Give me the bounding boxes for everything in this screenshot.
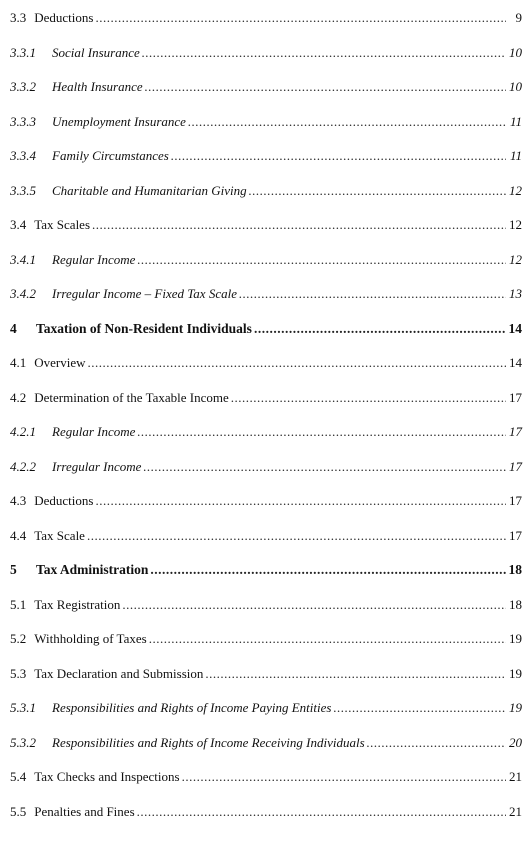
- dot-leader: [188, 112, 506, 132]
- toc-entry[interactable]: [10, 457, 522, 477]
- toc-entry-number: 5.5: [10, 803, 27, 819]
- toc-entry-page-number: 12: [509, 182, 522, 198]
- toc-entry-page-number: 19: [509, 631, 522, 646]
- toc-entry-page-number: 12: [509, 217, 522, 232]
- toc-entry-number: 5.3.1: [10, 700, 36, 715]
- dot-leader: [137, 250, 506, 270]
- toc-entry[interactable]: [10, 664, 522, 684]
- toc-entry-page-number: 17: [509, 527, 522, 543]
- dot-leader: [367, 733, 506, 753]
- toc-entry-page-number: 14: [509, 355, 522, 370]
- toc-entry-title: Responsibilities and Rights of Income Receiving Individuals: [52, 734, 365, 750]
- dot-leader: [171, 146, 506, 166]
- toc-entry-page-number: 17: [509, 493, 522, 508]
- toc-entry-page-number: 18: [508, 562, 522, 577]
- toc-entry-number: 5: [10, 562, 17, 577]
- toc-entry-title: Regular Income: [52, 251, 136, 267]
- toc-entry-title: Tax Declaration and Submission: [34, 665, 204, 681]
- dot-leader: [145, 77, 506, 97]
- toc-entry-page-number: 11: [509, 113, 522, 129]
- toc-entry-title: Charitable and Humanitarian Giving: [52, 182, 247, 198]
- dot-leader: [88, 353, 506, 373]
- toc-entry-number: 5.3: [10, 665, 27, 681]
- toc-entry-title: Overview: [34, 355, 86, 370]
- toc-entry-number: 3.3: [10, 10, 27, 25]
- toc-entry-page-number: 21: [509, 803, 522, 819]
- toc-entry-number: 3.3.3: [10, 113, 36, 129]
- toc-entry-page-number: 20: [509, 734, 522, 750]
- dot-leader: [254, 319, 506, 339]
- toc-entry-title: Tax Administration: [36, 562, 149, 577]
- toc-entry-title: Deductions: [34, 493, 94, 508]
- toc-entry[interactable]: [10, 422, 522, 442]
- dot-leader: [137, 802, 506, 822]
- toc-entry-number: 4.2.2: [10, 458, 36, 474]
- dot-leader: [249, 181, 506, 201]
- dot-leader: [239, 284, 506, 304]
- dot-leader: [137, 422, 506, 442]
- toc-entry-title: Social Insurance: [52, 44, 140, 60]
- toc-entry-number: 4.4: [10, 527, 27, 543]
- toc-entry-number: 5.1: [10, 596, 27, 612]
- toc-entry-page-number: 17: [509, 389, 522, 405]
- toc-entry[interactable]: [10, 215, 522, 235]
- toc-entry-page-number: 18: [509, 596, 522, 612]
- toc-entry-title: Regular Income: [52, 424, 136, 439]
- dot-leader: [231, 388, 506, 408]
- toc-entry[interactable]: [10, 560, 522, 580]
- toc-entry-page-number: 11: [509, 148, 522, 163]
- toc-entry-title: Responsibilities and Rights of Income Paying Entities: [52, 700, 332, 715]
- toc-entry-number: 5.2: [10, 631, 27, 646]
- toc-entry-title: Family Circumstances: [52, 148, 169, 163]
- toc-entry-page-number: 17: [509, 458, 522, 474]
- toc-entry[interactable]: [10, 491, 522, 511]
- dot-leader: [143, 457, 506, 477]
- dot-leader: [333, 698, 506, 718]
- toc-entry-number: 5.4: [10, 769, 27, 784]
- toc-entry-number: 3.4.1: [10, 251, 36, 267]
- dot-leader: [87, 526, 506, 546]
- toc-entry[interactable]: [10, 802, 522, 822]
- toc-entry-number: 3.3.2: [10, 79, 36, 94]
- toc-entry-title: Irregular Income: [52, 458, 142, 474]
- toc-entry-title: Health Insurance: [52, 79, 143, 94]
- dot-leader: [142, 43, 506, 63]
- dot-leader: [95, 491, 506, 511]
- toc-entry-title: Withholding of Taxes: [34, 631, 147, 646]
- toc-entry-page-number: 14: [508, 320, 522, 336]
- dot-leader: [122, 595, 506, 615]
- toc-entry[interactable]: [10, 595, 522, 615]
- toc-entry-page-number: 12: [509, 251, 522, 267]
- dot-leader: [95, 8, 506, 28]
- toc-entry-number: 3.3.5: [10, 182, 36, 198]
- toc-entry-title: Tax Scale: [34, 527, 85, 543]
- toc-entry-title: Tax Scales: [34, 217, 91, 232]
- toc-entry-number: 4.1: [10, 355, 27, 370]
- dot-leader: [149, 629, 506, 649]
- toc-entry-page-number: 17: [509, 424, 522, 439]
- toc-entry[interactable]: [10, 77, 522, 97]
- toc-entry[interactable]: [10, 767, 522, 787]
- toc-entry-page-number: 13: [509, 286, 522, 301]
- toc-entry-page-number: 9: [515, 10, 522, 25]
- toc-entry-title: Tax Checks and Inspections: [34, 769, 180, 784]
- toc-entry[interactable]: [10, 526, 522, 546]
- dot-leader: [205, 664, 506, 684]
- toc-entry-page-number: 10: [509, 44, 522, 60]
- toc-entry[interactable]: [10, 43, 522, 63]
- toc-entry[interactable]: [10, 319, 522, 339]
- toc-entry-number: 4.3: [10, 493, 27, 508]
- toc-entry-page-number: 19: [509, 700, 522, 715]
- toc-entry[interactable]: [10, 698, 522, 718]
- toc-entry-number: 4.2.1: [10, 424, 36, 439]
- dot-leader: [150, 560, 506, 580]
- toc-entry-title: Unemployment Insurance: [52, 113, 186, 129]
- toc-entry-number: 3.3.1: [10, 44, 36, 60]
- toc-entry[interactable]: [10, 250, 522, 270]
- dot-leader: [182, 767, 506, 787]
- toc-entry-title: Irregular Income – Fixed Tax Scale: [52, 286, 237, 301]
- toc-entry-title: Determination of the Taxable Income: [34, 389, 229, 405]
- toc-entry[interactable]: [10, 8, 522, 28]
- toc-entry-page-number: 19: [509, 665, 522, 681]
- toc-entry-number: 3.3.4: [10, 148, 36, 163]
- toc-entry[interactable]: [10, 388, 522, 408]
- toc-entry-number: 3.4: [10, 217, 27, 232]
- toc-entry-page-number: 21: [509, 769, 522, 784]
- toc-entry[interactable]: [10, 146, 522, 166]
- toc-entry-number: 4: [10, 320, 17, 336]
- toc-entry-number: 3.4.2: [10, 286, 36, 301]
- dot-leader: [92, 215, 506, 235]
- toc-entry[interactable]: [10, 284, 522, 304]
- toc-entry[interactable]: [10, 353, 522, 373]
- toc-entry-title: Tax Registration: [34, 596, 121, 612]
- toc-entry[interactable]: [10, 733, 522, 753]
- toc-entry[interactable]: [10, 629, 522, 649]
- toc-entry-title: Deductions: [34, 10, 94, 25]
- toc-entry-title: Taxation of Non-Resident Individuals: [36, 320, 252, 336]
- toc-entry-title: Penalties and Fines: [34, 803, 135, 819]
- toc-entry[interactable]: [10, 181, 522, 201]
- toc-entry-number: 5.3.2: [10, 734, 36, 750]
- toc-entry-number: 4.2: [10, 389, 27, 405]
- toc-entry-page-number: 10: [509, 79, 522, 94]
- toc-entry[interactable]: [10, 112, 522, 132]
